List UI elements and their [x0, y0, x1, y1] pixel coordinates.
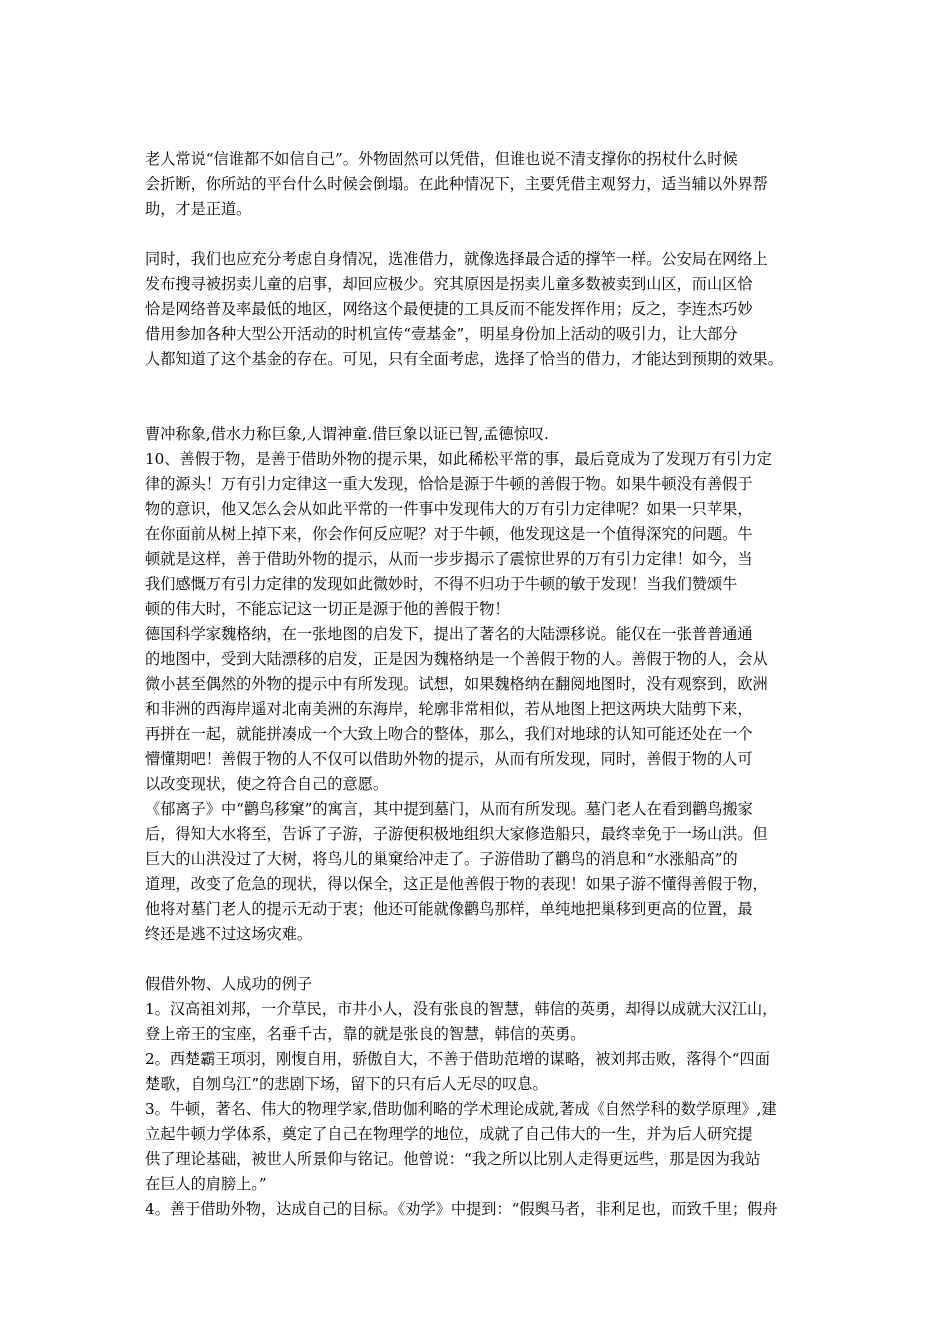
text-line: 助，才是正道。: [145, 200, 252, 218]
text-line: 《郁离子》中“鹳鸟移窠”的寓言，其中提到墓门，从而有所发现。墓门老人在看到鹳鸟搬家: [145, 800, 753, 818]
spacer: [145, 947, 825, 972]
text-line: 道理，改变了危急的现状，得以保全，这正是他善假于物的表现！如果子游不懂得善假于物，: [145, 875, 768, 893]
text-line: 2。西楚霸王项羽，刚愎自用，骄傲自大，不善于借助范增的谋略，被刘邦击败，落得个“四面: [145, 1050, 770, 1068]
text-line: 登上帝王的宝座，名垂千古，靠的就是张良的智慧，韩信的英勇。: [145, 1025, 586, 1043]
text-line: 恰是网络普及率最低的地区，网络这个最便捷的工具反而不能发挥作用；反之，李连杰巧妙: [145, 300, 753, 318]
text-line: 物的意识，他又怎么会从如此平常的一件事中发现伟大的万有引力定律呢？如果一只苹果，: [145, 500, 753, 518]
text-line: 人都知道了这个基金的存在。可见，只有全面考虑，选择了恰当的借力，才能达到预期的效果。: [145, 350, 783, 368]
text-line: 我们感慨万有引力定律的发现如此微妙时，不得不归功于牛顿的敏于发现！当我们赞颂牛: [145, 575, 738, 593]
text-line: 律的源头！万有引力定律这一重大发现，恰恰是源于牛顿的善假于物。如果牛顿没有善假于: [145, 475, 753, 493]
text-line: 老人常说“信谁都不如信自己”。外物固然可以凭借，但谁也说不清支撑你的拐杖什么时候: [145, 150, 738, 168]
text-line: 3。牛顿，著名、伟大的物理学家,借助伽利略的学术理论成就,著成《自然学科的数学原理》,建: [145, 1100, 777, 1118]
text-line: 和非洲的西海岸遥对北南美洲的东海岸，轮廓非常相似，若从地图上把这两块大陆剪下来，: [145, 700, 753, 718]
text-line: 楚歌，自刎乌江”的悲剧下场，留下的只有后人无尽的叹息。: [145, 1075, 548, 1093]
text-line: 懵懂期吧！善假于物的人不仅可以借助外物的提示，从而有所发现，同时，善假于物的人可: [145, 750, 753, 768]
text-line: 德国科学家魏格纳，在一张地图的启发下，提出了著名的大陆漂移说。能仅在一张普普通通: [145, 625, 753, 643]
text-line: 以改变现状，使之符合自己的意愿。: [145, 775, 388, 793]
text-line: 巨大的山洪没过了大树，将鸟儿的巢窠给冲走了。子游借助了鹳鸟的消息和“水涨船高”的: [145, 850, 738, 868]
spacer: [145, 372, 825, 422]
paragraph-block-3: [145, 422, 825, 947]
text-line: 曹冲称象,借水力称巨象,人谓神童.借巨象以证已智,孟德惊叹.: [145, 425, 549, 443]
text-line: 微小甚至偶然的外物的提示中有所发现。试想，如果魏格纳在翻阅地图时，没有观察到，欧洲: [145, 675, 768, 693]
text-line: 在巨人的肩膀上。”: [145, 1175, 267, 1193]
text-line: 顿的伟大时，不能忘记这一切正是源于他的善假于物！: [145, 600, 510, 618]
text-line: 立起牛顿力学体系，奠定了自己在物理学的地位，成就了自己伟大的一生，并为后人研究提: [145, 1125, 753, 1143]
paragraph-block-1: [145, 147, 825, 222]
paragraph-block-2: [145, 247, 825, 372]
text-line: 借用参加各种大型公开活动的时机宣传“壹基金”，明星身份加上活动的吸引力，让大部分: [145, 325, 738, 343]
paragraph-block-4: [145, 972, 825, 1222]
text-line: 顿就是这样，善于借助外物的提示，从而一步步揭示了震惊世界的万有引力定律！如今，当: [145, 550, 753, 568]
text-line: 后，得知大水将至，告诉了子游，子游便积极地组织大家修造船只，最终幸免于一场山洪。但: [145, 825, 768, 843]
text-line: 同时，我们也应充分考虑自身情况，选准借力，就像选择最合适的撑竿一样。公安局在网络上: [145, 250, 768, 268]
text-line: 在你面前从树上掉下来，你会作何反应呢？对于牛顿，他发现这是一个值得深究的问题。牛: [145, 525, 753, 543]
text-line: 1。汉高祖刘邦，一介草民，市井小人，没有张良的智慧，韩信的英勇，却得以成就大汉江山，: [145, 1000, 778, 1018]
text-line: 他将对墓门老人的提示无动于衷；他还可能就像鹳鸟那样，单纯地把巢移到更高的位置，最: [145, 900, 753, 918]
text-line: 的地图中，受到大陆漂移的启发，正是因为魏格纳是一个善假于物的人。善假于物的人，会从: [145, 650, 768, 668]
text-line: 供了理论基础，被世人所景仰与铭记。他曾说：“我之所以比别人走得更远些，那是因为我站: [145, 1150, 761, 1168]
spacer: [145, 222, 825, 247]
text-line: 会折断，你所站的平台什么时候会倒塌。在此种情况下，主要凭借主观努力，适当辅以外界帮: [145, 175, 768, 193]
text-line: 终还是逃不过这场灾难。: [145, 925, 313, 943]
text-line: 发布搜寻被拐卖儿童的启事，却回应极少。究其原因是拐卖儿童多数被卖到山区，而山区恰: [145, 275, 753, 293]
document-page: [145, 147, 825, 1222]
text-line: 4。善于借助外物，达成自己的目标。《劝学》中提到：“假舆马者，非利足也，而致千里；假舟: [145, 1200, 778, 1218]
text-line: 再拼在一起，就能拼凑成一个大致上吻合的整体，那么，我们对地球的认知可能还处在一个: [145, 725, 753, 743]
text-line: 假借外物、人成功的例子: [145, 975, 313, 993]
text-line: 10、善假于物，是善于借助外物的提示果，如此稀松平常的事，最后竟成为了发现万有引力定: [145, 450, 772, 468]
